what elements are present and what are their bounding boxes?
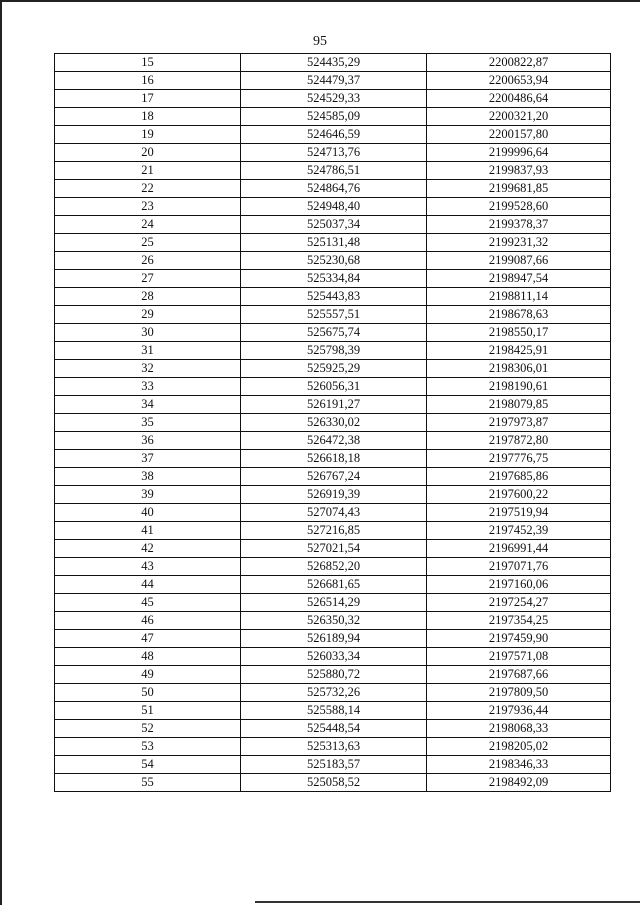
x-coordinate-cell: 525183,57	[241, 756, 427, 774]
table-row	[55, 468, 611, 486]
point-number-cell: 43	[55, 558, 241, 576]
y-coordinate-cell: 2196991,44	[427, 540, 611, 558]
x-coordinate-cell: 525313,63	[241, 738, 427, 756]
scan-border-bottom	[255, 901, 640, 903]
point-number-cell: 47	[55, 630, 241, 648]
point-number-cell: 16	[55, 72, 241, 90]
y-coordinate-cell: 2197776,75	[427, 450, 611, 468]
y-coordinate-cell: 2199087,66	[427, 252, 611, 270]
table-row	[55, 432, 611, 450]
x-coordinate-cell: 526472,38	[241, 432, 427, 450]
table-row	[55, 666, 611, 684]
point-number-cell: 30	[55, 324, 241, 342]
y-coordinate-cell: 2198492,09	[427, 774, 611, 792]
y-coordinate-cell: 2197354,25	[427, 612, 611, 630]
x-coordinate-cell: 526056,31	[241, 378, 427, 396]
y-coordinate-cell: 2198079,85	[427, 396, 611, 414]
y-coordinate-cell: 2198190,61	[427, 378, 611, 396]
point-number-cell: 33	[55, 378, 241, 396]
y-coordinate-cell: 2197519,94	[427, 504, 611, 522]
y-coordinate-cell: 2200321,20	[427, 108, 611, 126]
table-row	[55, 234, 611, 252]
x-coordinate-cell: 525675,74	[241, 324, 427, 342]
scan-border-left	[0, 0, 2, 905]
point-number-cell: 51	[55, 702, 241, 720]
point-number-cell: 42	[55, 540, 241, 558]
x-coordinate-cell: 527074,43	[241, 504, 427, 522]
x-coordinate-cell: 524786,51	[241, 162, 427, 180]
y-coordinate-cell: 2200157,80	[427, 126, 611, 144]
y-coordinate-cell: 2198550,17	[427, 324, 611, 342]
y-coordinate-cell: 2197687,66	[427, 666, 611, 684]
y-coordinate-cell: 2197452,39	[427, 522, 611, 540]
table-row	[55, 522, 611, 540]
point-number-cell: 38	[55, 468, 241, 486]
x-coordinate-cell: 525732,26	[241, 684, 427, 702]
x-coordinate-cell: 524529,33	[241, 90, 427, 108]
y-coordinate-cell: 2197809,50	[427, 684, 611, 702]
y-coordinate-cell: 2198811,14	[427, 288, 611, 306]
table-row	[55, 558, 611, 576]
point-number-cell: 39	[55, 486, 241, 504]
point-number-cell: 54	[55, 756, 241, 774]
point-number-cell: 36	[55, 432, 241, 450]
y-coordinate-cell: 2199378,37	[427, 216, 611, 234]
y-coordinate-cell: 2199996,64	[427, 144, 611, 162]
y-coordinate-cell: 2198068,33	[427, 720, 611, 738]
x-coordinate-cell: 525880,72	[241, 666, 427, 684]
table-row	[55, 720, 611, 738]
point-number-cell: 52	[55, 720, 241, 738]
table-row	[55, 288, 611, 306]
point-number-cell: 55	[55, 774, 241, 792]
y-coordinate-cell: 2200822,87	[427, 54, 611, 72]
table-row	[55, 54, 611, 72]
y-coordinate-cell: 2197459,90	[427, 630, 611, 648]
x-coordinate-cell: 524479,37	[241, 72, 427, 90]
table-row	[55, 360, 611, 378]
x-coordinate-cell: 526681,65	[241, 576, 427, 594]
y-coordinate-cell: 2198947,54	[427, 270, 611, 288]
y-coordinate-cell: 2198678,63	[427, 306, 611, 324]
x-coordinate-cell: 525925,29	[241, 360, 427, 378]
table-row	[55, 702, 611, 720]
y-coordinate-cell: 2200653,94	[427, 72, 611, 90]
point-number-cell: 19	[55, 126, 241, 144]
point-number-cell: 34	[55, 396, 241, 414]
table-row	[55, 72, 611, 90]
point-number-cell: 48	[55, 648, 241, 666]
point-number-cell: 17	[55, 90, 241, 108]
table-row	[55, 252, 611, 270]
x-coordinate-cell: 525037,34	[241, 216, 427, 234]
point-number-cell: 28	[55, 288, 241, 306]
y-coordinate-cell: 2197973,87	[427, 414, 611, 432]
point-number-cell: 41	[55, 522, 241, 540]
x-coordinate-cell: 525443,83	[241, 288, 427, 306]
table-row	[55, 324, 611, 342]
x-coordinate-cell: 524948,40	[241, 198, 427, 216]
table-row	[55, 738, 611, 756]
point-number-cell: 22	[55, 180, 241, 198]
coordinates-table-body	[55, 54, 611, 792]
table-row	[55, 216, 611, 234]
table-row	[55, 414, 611, 432]
table-row	[55, 648, 611, 666]
x-coordinate-cell: 526767,24	[241, 468, 427, 486]
x-coordinate-cell: 525588,14	[241, 702, 427, 720]
table-row	[55, 594, 611, 612]
x-coordinate-cell: 526350,32	[241, 612, 427, 630]
x-coordinate-cell: 524585,09	[241, 108, 427, 126]
x-coordinate-cell: 525058,52	[241, 774, 427, 792]
y-coordinate-cell: 2197571,08	[427, 648, 611, 666]
point-number-cell: 27	[55, 270, 241, 288]
table-row	[55, 306, 611, 324]
point-number-cell: 35	[55, 414, 241, 432]
page-number: 95	[313, 34, 327, 49]
table-row	[55, 504, 611, 522]
table-row	[55, 378, 611, 396]
point-number-cell: 40	[55, 504, 241, 522]
table-row	[55, 684, 611, 702]
x-coordinate-cell: 524864,76	[241, 180, 427, 198]
x-coordinate-cell: 524646,59	[241, 126, 427, 144]
table-row	[55, 396, 611, 414]
table-row	[55, 342, 611, 360]
point-number-cell: 45	[55, 594, 241, 612]
y-coordinate-cell: 2197071,76	[427, 558, 611, 576]
x-coordinate-cell: 526330,02	[241, 414, 427, 432]
x-coordinate-cell: 524435,29	[241, 54, 427, 72]
table-row	[55, 612, 611, 630]
point-number-cell: 18	[55, 108, 241, 126]
y-coordinate-cell: 2197600,22	[427, 486, 611, 504]
y-coordinate-cell: 2198306,01	[427, 360, 611, 378]
point-number-cell: 26	[55, 252, 241, 270]
point-number-cell: 25	[55, 234, 241, 252]
x-coordinate-cell: 526618,18	[241, 450, 427, 468]
x-coordinate-cell: 526919,39	[241, 486, 427, 504]
point-number-cell: 29	[55, 306, 241, 324]
table-row	[55, 126, 611, 144]
table-row	[55, 450, 611, 468]
table-row	[55, 270, 611, 288]
point-number-cell: 23	[55, 198, 241, 216]
y-coordinate-cell: 2198205,02	[427, 738, 611, 756]
y-coordinate-cell: 2200486,64	[427, 90, 611, 108]
x-coordinate-cell: 525230,68	[241, 252, 427, 270]
point-number-cell: 15	[55, 54, 241, 72]
x-coordinate-cell: 526191,27	[241, 396, 427, 414]
y-coordinate-cell: 2198346,33	[427, 756, 611, 774]
table-row	[55, 774, 611, 792]
x-coordinate-cell: 525557,51	[241, 306, 427, 324]
x-coordinate-cell: 526189,94	[241, 630, 427, 648]
y-coordinate-cell: 2199837,93	[427, 162, 611, 180]
y-coordinate-cell: 2197685,86	[427, 468, 611, 486]
x-coordinate-cell: 525131,48	[241, 234, 427, 252]
point-number-cell: 46	[55, 612, 241, 630]
table-row	[55, 162, 611, 180]
y-coordinate-cell: 2199231,32	[427, 234, 611, 252]
table-row	[55, 540, 611, 558]
x-coordinate-cell: 526033,34	[241, 648, 427, 666]
x-coordinate-cell: 527216,85	[241, 522, 427, 540]
table-row	[55, 756, 611, 774]
x-coordinate-cell: 525798,39	[241, 342, 427, 360]
y-coordinate-cell: 2198425,91	[427, 342, 611, 360]
x-coordinate-cell: 527021,54	[241, 540, 427, 558]
point-number-cell: 53	[55, 738, 241, 756]
x-coordinate-cell: 525334,84	[241, 270, 427, 288]
point-number-cell: 20	[55, 144, 241, 162]
point-number-cell: 37	[55, 450, 241, 468]
coordinates-table	[54, 53, 611, 792]
point-number-cell: 32	[55, 360, 241, 378]
y-coordinate-cell: 2197936,44	[427, 702, 611, 720]
point-number-cell: 49	[55, 666, 241, 684]
x-coordinate-cell: 526852,20	[241, 558, 427, 576]
point-number-cell: 31	[55, 342, 241, 360]
point-number-cell: 21	[55, 162, 241, 180]
point-number-cell: 50	[55, 684, 241, 702]
y-coordinate-cell: 2199528,60	[427, 198, 611, 216]
point-number-cell: 24	[55, 216, 241, 234]
y-coordinate-cell: 2197872,80	[427, 432, 611, 450]
point-number-cell: 44	[55, 576, 241, 594]
table-row	[55, 90, 611, 108]
table-row	[55, 630, 611, 648]
y-coordinate-cell: 2197254,27	[427, 594, 611, 612]
x-coordinate-cell: 524713,76	[241, 144, 427, 162]
table-row	[55, 108, 611, 126]
table-row	[55, 198, 611, 216]
table-row	[55, 486, 611, 504]
table-row	[55, 144, 611, 162]
y-coordinate-cell: 2199681,85	[427, 180, 611, 198]
x-coordinate-cell: 525448,54	[241, 720, 427, 738]
scan-border-top	[0, 0, 640, 2]
table-row	[55, 576, 611, 594]
x-coordinate-cell: 526514,29	[241, 594, 427, 612]
table-row	[55, 180, 611, 198]
y-coordinate-cell: 2197160,06	[427, 576, 611, 594]
